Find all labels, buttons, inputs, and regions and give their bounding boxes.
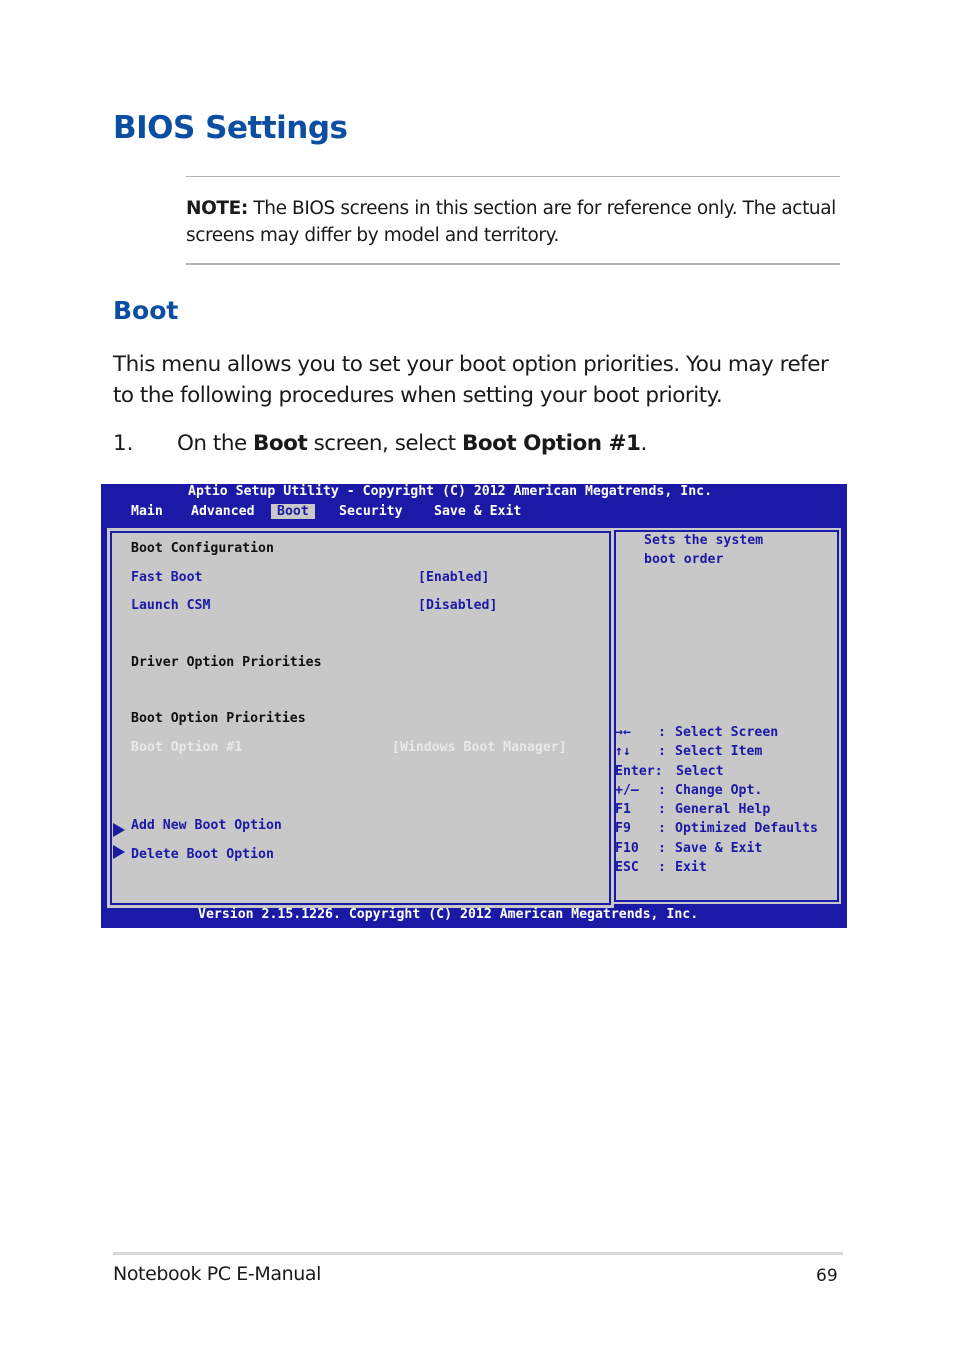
intro-paragraph: This menu allows you to set your boot option priorities. You may refer to the following procedures when setting your boot priority.	[113, 352, 829, 408]
key-legend-key: +/—	[615, 783, 639, 798]
key-legend-sep: :	[658, 821, 666, 836]
tab-main[interactable]: Main	[131, 504, 163, 519]
key-legend-key: →←	[615, 725, 631, 740]
help-line-1: Sets the system	[644, 533, 764, 548]
key-legend-sep: :	[658, 783, 666, 798]
key-legend-desc: Optimized Defaults	[675, 821, 818, 836]
note-top-rule	[186, 176, 840, 177]
step-bold-boot: Boot	[253, 431, 308, 456]
key-legend-desc: Exit	[675, 860, 707, 875]
step-pre: On the	[177, 431, 254, 456]
add-new-boot-option[interactable]: Add New Boot Option	[131, 818, 282, 833]
key-legend-sep: :	[658, 744, 666, 759]
bios-version: Version 2.15.1226. Copyright (C) 2012 American Megatrends, Inc.	[198, 907, 699, 922]
step-number: 1.	[113, 431, 134, 456]
note-bottom-rule	[186, 263, 840, 265]
key-legend-desc: Save & Exit	[675, 841, 763, 856]
step-bold-option: Boot Option #1	[461, 431, 641, 456]
tab-boot[interactable]: Boot	[271, 504, 315, 519]
note-box	[186, 195, 846, 249]
boot-option-priorities-heading: Boot Option Priorities	[131, 711, 306, 726]
fast-boot-label[interactable]: Fast Boot	[131, 570, 203, 585]
bios-header: Aptio Setup Utility - Copyright (C) 2012 American Megatrends, Inc.	[188, 484, 713, 499]
key-legend-sep: :	[658, 841, 666, 856]
key-legend-key: ESC	[615, 860, 639, 875]
step-mid: screen, select	[307, 431, 462, 456]
help-line-2: boot order	[644, 552, 724, 567]
key-legend-desc: Change Opt.	[675, 783, 763, 798]
section-heading: Boot	[113, 296, 179, 325]
key-legend-sep: :	[658, 802, 666, 817]
tab-advanced[interactable]: Advanced	[191, 504, 255, 519]
key-legend-desc: Select Item	[675, 744, 763, 759]
page-title: BIOS Settings	[113, 110, 348, 146]
manual-name: Notebook PC E-Manual	[113, 1263, 321, 1285]
key-legend-key: ↑↓	[615, 744, 631, 759]
boot-configuration-heading: Boot Configuration	[131, 541, 274, 556]
boot-option-1-value[interactable]: [Windows Boot Manager]	[392, 740, 567, 755]
step-post: .	[640, 431, 647, 456]
tab-security[interactable]: Security	[339, 504, 403, 519]
key-legend-key: Enter:	[615, 764, 663, 779]
tab-save-exit[interactable]: Save & Exit	[434, 504, 522, 519]
footer-rule	[113, 1252, 843, 1255]
note-text: The BIOS screens in this section are for reference only. The actual screens may differ by model and territory.	[186, 198, 836, 246]
key-legend-desc: Select Screen	[675, 725, 779, 740]
key-legend-desc: Select	[676, 764, 724, 779]
launch-csm-label[interactable]: Launch CSM	[131, 598, 211, 613]
submenu-arrow-icon	[113, 845, 125, 859]
launch-csm-value[interactable]: [Disabled]	[418, 598, 498, 613]
delete-boot-option[interactable]: Delete Boot Option	[131, 847, 274, 862]
key-legend-desc: General Help	[675, 802, 771, 817]
step-instruction	[177, 431, 647, 456]
key-legend-sep: :	[658, 860, 666, 875]
key-legend-key: F10	[615, 841, 639, 856]
boot-option-1-label[interactable]: Boot Option #1	[131, 740, 243, 755]
bios-screen	[101, 484, 847, 928]
driver-option-priorities-heading: Driver Option Priorities	[131, 655, 322, 670]
fast-boot-value[interactable]: [Enabled]	[418, 570, 490, 585]
page-number: 69	[816, 1266, 838, 1286]
submenu-arrow-icon	[113, 823, 125, 837]
key-legend-sep: :	[658, 725, 666, 740]
note-label: NOTE:	[186, 198, 248, 219]
key-legend-key: F9	[615, 821, 631, 836]
key-legend-key: F1	[615, 802, 631, 817]
